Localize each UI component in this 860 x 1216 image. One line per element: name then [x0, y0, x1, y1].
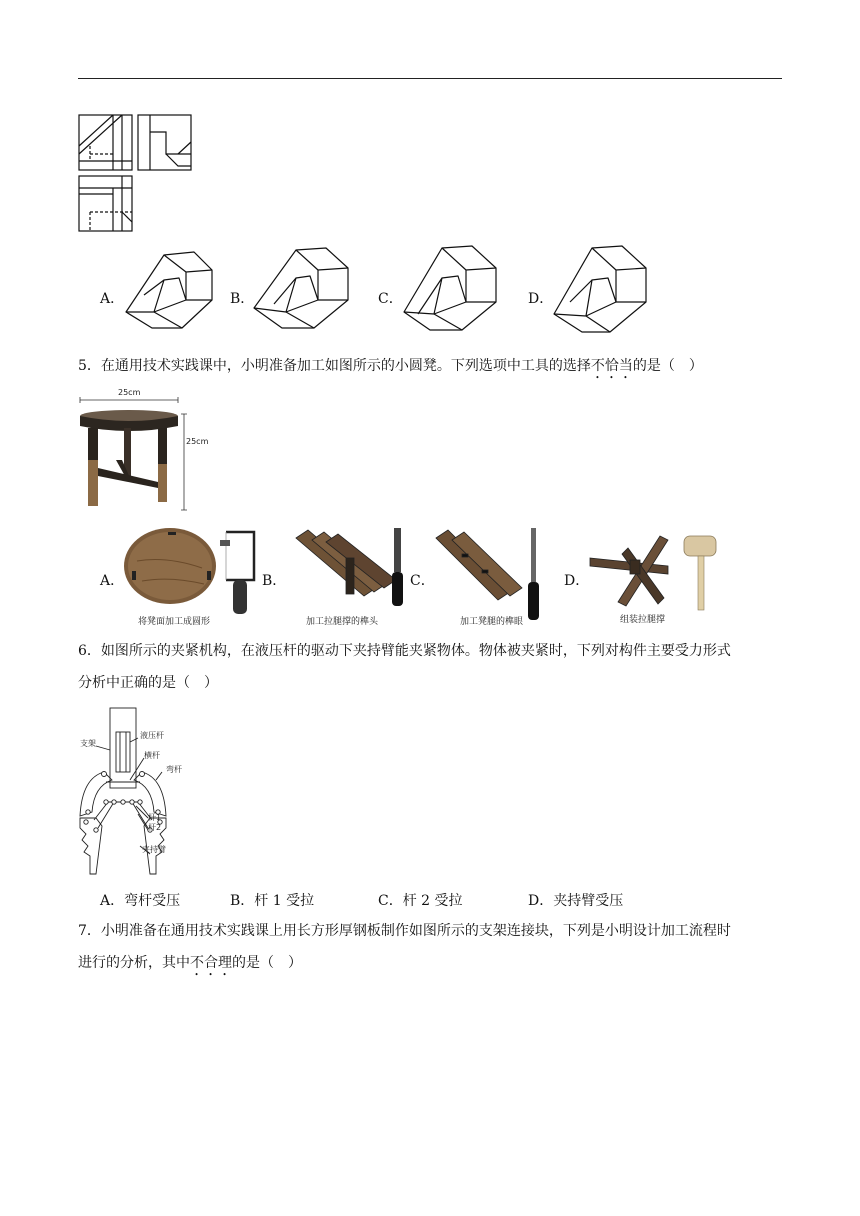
q5-option-a-figure [122, 526, 262, 616]
q5-option-c-label: C． [410, 573, 435, 589]
q6-question-line2: 分析中正确的是（ ） [78, 675, 218, 691]
q6-option-a: A．弯杆受压 [100, 893, 181, 909]
label-crossbar: 横杆 [144, 751, 160, 760]
q5-option-c-figure [434, 526, 564, 622]
q6-option-b: B．杆 1 受拉 [230, 893, 315, 909]
stool-height-dim: 25cm [186, 437, 209, 446]
header-rule [78, 78, 782, 79]
q5-caption-a: 将凳面加工成圆形 [138, 617, 211, 627]
q4-option-c-figure [402, 244, 498, 332]
three-view-drawing [78, 114, 193, 232]
q4-option-d-label: D． [528, 291, 554, 307]
q5-option-a-label: A． [100, 573, 125, 589]
label-frame: 支架 [80, 739, 96, 748]
q7-question-line1: 7．小明准备在通用技术实践课上用长方形厚钢板制作如图所示的支架连接块，下列是小明设计加工流程时 [78, 923, 731, 939]
q6-question-line1: 6．如图所示的夹紧机构，在液压杆的驱动下夹持臂能夹紧物体。物体被夹紧时，下列对构件主要受力形式 [78, 643, 731, 659]
q7-question-line2 [78, 948, 798, 979]
label-hydraulic-rod: 液压杆 [140, 731, 164, 740]
q6-option-d: D．夹持臂受压 [528, 893, 624, 909]
q5-question [78, 351, 798, 382]
q5-option-b-figure [286, 528, 416, 608]
q7-text-pre: 进行的分析，其中 [78, 955, 190, 971]
q5-option-d-figure [588, 528, 738, 614]
q5-text-pre: 5．在通用技术实践课中，小明准备加工如图所示的小圆凳。下列选项中工具的选择 [78, 358, 591, 374]
q4-option-d-figure [552, 244, 648, 334]
q6-option-c: C．杆 2 受拉 [378, 893, 463, 909]
label-clamp-arm: 夹持臂 [142, 845, 166, 854]
q5-caption-b: 加工拉腿撑的榫头 [306, 617, 379, 627]
q5-option-b-label: B． [262, 573, 287, 589]
q4-option-a-figure [124, 250, 214, 330]
q7-text-emphasis: 不合理 [190, 955, 232, 971]
clamp-mechanism-diagram [76, 706, 196, 876]
q4-option-b-label: B． [230, 291, 255, 307]
label-rod1: 杆1 [148, 813, 162, 822]
label-rod2: 杆2 [148, 823, 162, 832]
q5-caption-c: 加工凳腿的榫眼 [460, 617, 524, 627]
q7-text-post: 的是（ ） [232, 955, 302, 971]
q5-text-post: 的是（ ） [632, 358, 703, 374]
q4-option-b-figure [252, 246, 350, 330]
stool-width-dim: 25cm [118, 388, 141, 397]
stool-photo [78, 386, 218, 516]
q4-option-c-label: C． [378, 291, 403, 307]
q5-caption-d: 组装拉腿撑 [620, 615, 666, 625]
q5-option-d-label: D． [564, 573, 590, 589]
label-bent-rod: 弯杆 [166, 765, 182, 774]
q4-option-a-label: A． [100, 291, 125, 307]
q5-text-emphasis: 不恰当 [590, 358, 633, 374]
